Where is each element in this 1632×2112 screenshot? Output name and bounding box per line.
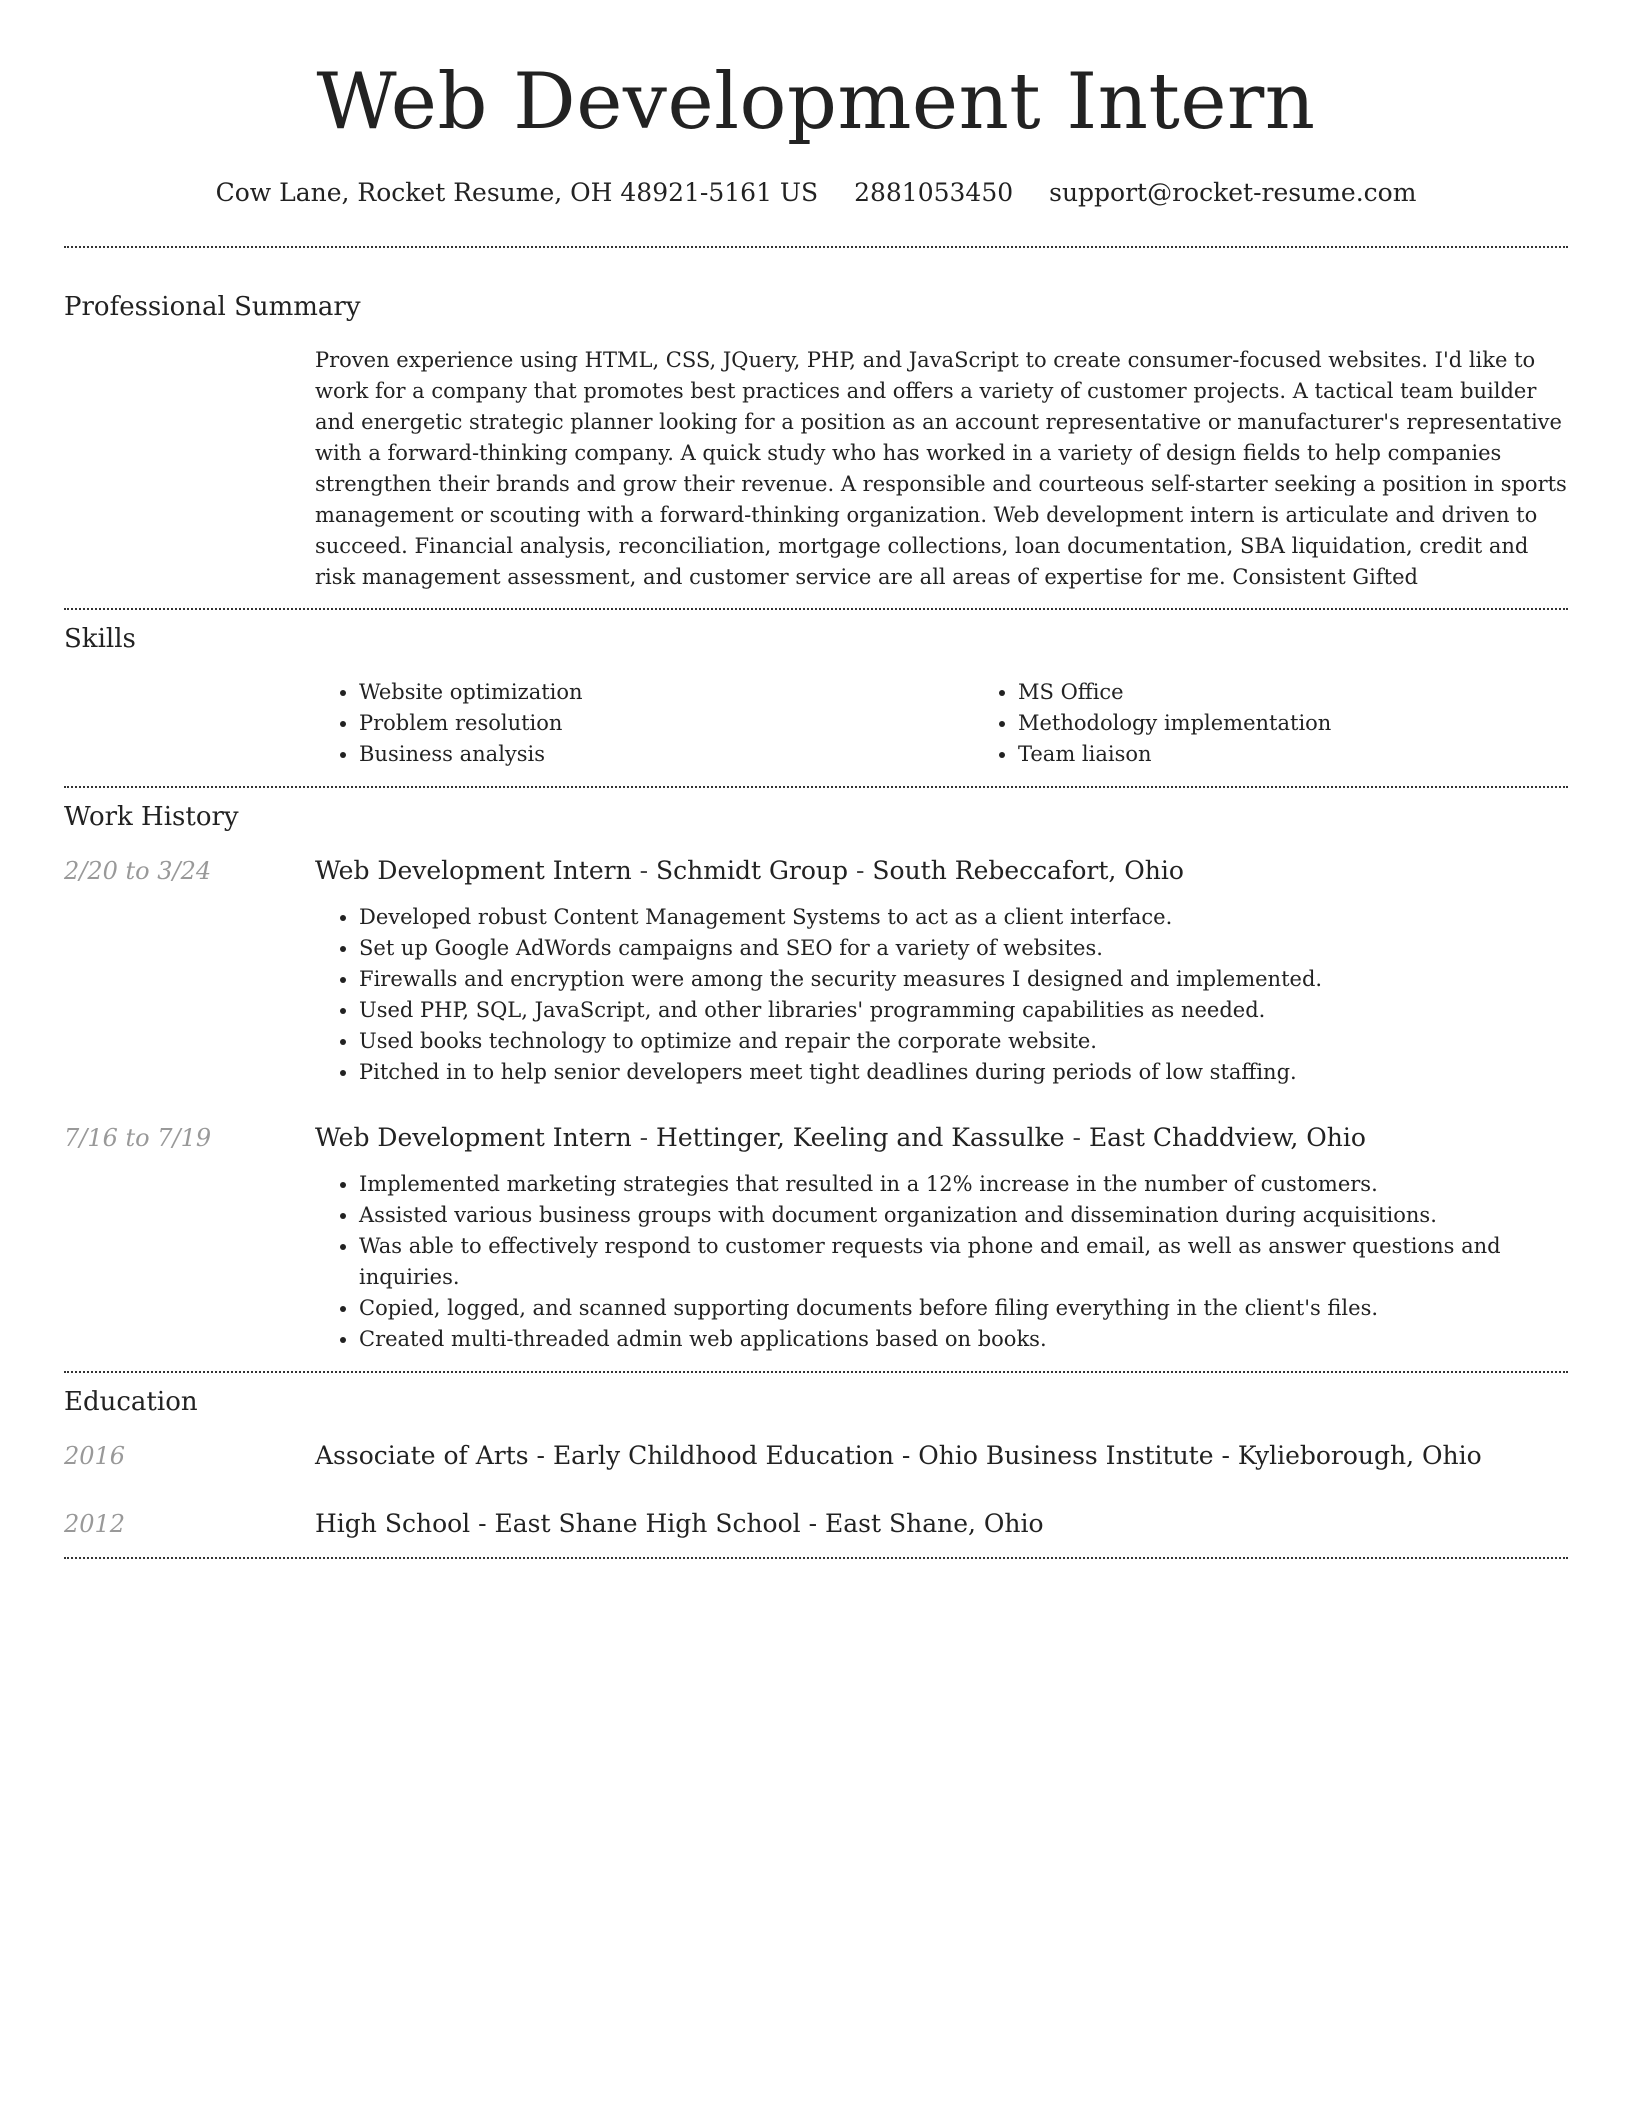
job-header: Web Development Intern - Schmidt Group - South Rebeccafort, Ohio bbox=[315, 856, 1184, 885]
job-location: East Chaddview, Ohio bbox=[1088, 1123, 1366, 1152]
job-bullet: • Implemented marketing strategies that resulted in a 12% increase in the number of customers. bbox=[359, 1169, 1568, 1200]
job-bullet: • Used PHP, SQL, JavaScript, and other libraries' programming capabilities as needed. bbox=[359, 995, 1568, 1026]
education-location: Kylieborough, Ohio bbox=[1237, 1441, 1482, 1470]
education-year: 2016 bbox=[64, 1442, 126, 1470]
job-bullets bbox=[315, 1169, 1568, 1355]
divider bbox=[64, 1557, 1568, 1559]
job-header: Web Development Intern - Hettinger, Keeling and Kassulke - East Chaddview, Ohio bbox=[315, 1123, 1366, 1152]
skills-heading: Skills bbox=[64, 624, 136, 654]
contact-phone: 2881053450 bbox=[854, 178, 1014, 207]
skills-section bbox=[64, 610, 1568, 770]
job-bullet: • Set up Google AdWords campaigns and SEO for a variety of websites. bbox=[359, 933, 1568, 964]
job-bullet: • Used books technology to optimize and repair the corporate website. bbox=[359, 1026, 1568, 1057]
education-heading: Education bbox=[64, 1387, 198, 1417]
job-entry bbox=[64, 854, 1568, 1088]
skill-item: • Team liaison bbox=[1018, 739, 1632, 770]
job-location: South Rebeccafort, Ohio bbox=[872, 856, 1184, 885]
job-company: Schmidt Group bbox=[656, 856, 849, 885]
work-heading: Work History bbox=[64, 802, 239, 832]
education-school: Ohio Business Institute bbox=[918, 1441, 1214, 1470]
skill-item: • Methodology implementation bbox=[1018, 708, 1632, 739]
job-bullet: • Assisted various business groups with document organization and dissemination during acquisitions. bbox=[359, 1200, 1568, 1231]
skills-list-right bbox=[974, 677, 1632, 770]
contact-line bbox=[64, 176, 1568, 210]
job-entry bbox=[64, 1121, 1568, 1355]
job-title: Web Development Intern bbox=[315, 1123, 632, 1152]
job-dates: 2/20 to 3/24 bbox=[64, 857, 212, 885]
skill-item: • Website optimization bbox=[359, 677, 974, 708]
education-year: 2012 bbox=[64, 1510, 126, 1538]
job-bullet: • Developed robust Content Management Systems to act as a client interface. bbox=[359, 902, 1568, 933]
summary-section bbox=[64, 248, 1568, 593]
education-degree: Associate of Arts bbox=[315, 1441, 529, 1470]
education-section bbox=[64, 1373, 1568, 1541]
skill-item: • Business analysis bbox=[359, 739, 974, 770]
job-bullets bbox=[315, 902, 1568, 1088]
education-degree: High School bbox=[315, 1509, 471, 1538]
job-dates: 7/16 to 7/19 bbox=[64, 1124, 212, 1152]
skill-item: • Problem resolution bbox=[359, 708, 974, 739]
contact-address: Cow Lane, Rocket Resume, OH 48921-5161 US bbox=[215, 178, 819, 207]
summary-text: Proven experience using HTML, CSS, JQuery, PHP, and JavaScript to create consumer-focused websites. I'd like to work for a company that promotes best practices and offers a variety of customer projects. A tactical team builder and energetic strategic planner looking for a position as an account representative or manufacturer's representative with a forward-thinking company. A quick study who has worked in a variety of design fields to help companies strengthen their brands and grow their revenue. A responsible and courteous self-starter seeking a position in sports management or scouting with a forward-thinking organization. Web development intern is articulate and driven to succeed. Financial analysis, reconciliation, mortgage collections, loan documentation, SBA liquidation, credit and risk management assessment, and customer service are all areas of expertise for me. Consistent Gifted bbox=[315, 348, 1567, 589]
education-location: East Shane, Ohio bbox=[825, 1509, 1044, 1538]
job-bullet: • Created multi-threaded admin web applications based on books. bbox=[359, 1324, 1568, 1355]
education-field: Early Childhood Education bbox=[552, 1441, 894, 1470]
contact-email: support@rocket-resume.com bbox=[1049, 178, 1417, 207]
education-entry bbox=[64, 1507, 1568, 1541]
job-bullet: • Pitched in to help senior developers meet tight deadlines during periods of low staffing. bbox=[359, 1057, 1568, 1088]
page-title: Web Development Intern bbox=[316, 57, 1316, 147]
skills-list-left bbox=[315, 677, 974, 770]
education-header: High School - East Shane High School - East Shane, Ohio bbox=[315, 1509, 1044, 1538]
work-section bbox=[64, 788, 1568, 1355]
job-bullet: • Firewalls and encryption were among the security measures I designed and implemented. bbox=[359, 964, 1568, 995]
job-bullet: • Was able to effectively respond to customer requests via phone and email, as well as answer questions and inquiries. bbox=[359, 1231, 1568, 1293]
education-header: Associate of Arts - Early Childhood Education - Ohio Business Institute - Kylieborough, Ohio bbox=[315, 1441, 1482, 1470]
job-company: Hettinger, Keeling and Kassulke bbox=[656, 1123, 1065, 1152]
job-bullet: • Copied, logged, and scanned supporting documents before filing everything in the client's files. bbox=[359, 1293, 1568, 1324]
skill-item: • MS Office bbox=[1018, 677, 1632, 708]
summary-heading: Professional Summary bbox=[64, 292, 361, 322]
education-school: East Shane High School bbox=[494, 1509, 801, 1538]
education-entry bbox=[64, 1439, 1568, 1473]
job-title: Web Development Intern bbox=[315, 856, 632, 885]
